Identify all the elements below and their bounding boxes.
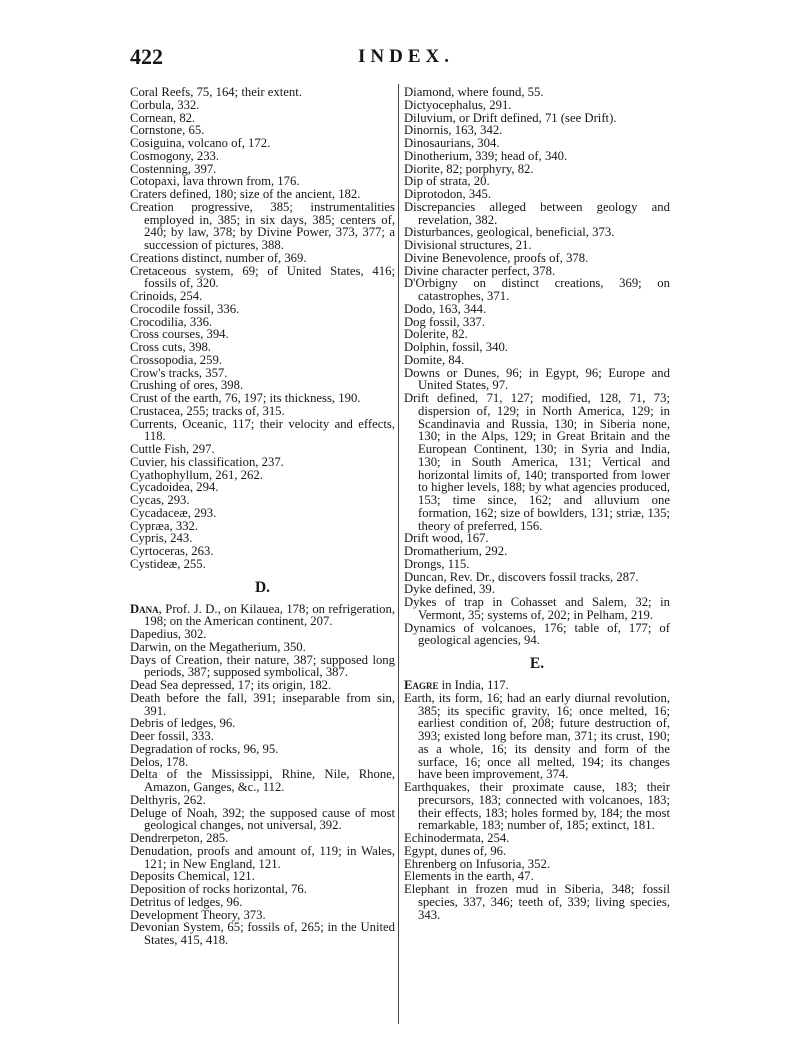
index-entry: Coral Reefs, 75, 164; their extent. bbox=[130, 85, 302, 99]
index-entry: Detritus of ledges, 96. bbox=[130, 894, 243, 909]
index-entry: Delthyris, 262. bbox=[130, 792, 206, 807]
index-entry: Drongs, 115. bbox=[404, 556, 470, 571]
index-entry: Days of Creation, their nature, 387; supposed long periods, 387; supposed symbolical, 387. bbox=[130, 652, 395, 680]
index-entry: Earthquakes, their proximate cause, 183; their precursors, 183; connected with volcanoes, 183; their effects, 183; holes formed by, 184; the most remarkable, 183; number of, 185; extinct, 181. bbox=[404, 780, 670, 833]
index-entry: Dapedius, 302. bbox=[130, 627, 207, 641]
index-entry: Divine Benevolence, proofs of, 378. bbox=[404, 250, 589, 265]
index-entry: Domite, 84. bbox=[404, 352, 465, 367]
index-column-left bbox=[130, 86, 395, 947]
index-entry: Deposits Chemical, 121. bbox=[130, 869, 255, 884]
index-entry: Cross cuts, 398. bbox=[130, 340, 212, 354]
index-entry: Dendrerpeton, 285. bbox=[130, 831, 229, 845]
index-entry: Diorite, 82; porphyry, 82. bbox=[404, 161, 534, 176]
index-entry: Currents, Oceanic, 117; their velocity and effects, 118. bbox=[130, 416, 395, 444]
index-entry: Degradation of rocks, 96, 95. bbox=[130, 741, 279, 756]
index-entry: Creation progressive, 385; instrumentalities employed in, 385; in six days, 385; centers of, 240; by law, 378; by Divine Power, 373, 377; a succession of pictures, 388. bbox=[130, 199, 395, 252]
index-entry: Delta of the Mississippi, Rhine, Nile, Rhone, Amazon, Ganges, &c., 112. bbox=[130, 767, 395, 794]
page-header bbox=[130, 44, 680, 74]
index-entry: Cycas, 293. bbox=[130, 493, 190, 507]
index-entry: Costenning, 397. bbox=[130, 161, 217, 176]
index-entry: Deposition of rocks horizontal, 76. bbox=[130, 882, 307, 896]
index-entry: Downs or Dunes, 96; in Egypt, 96; Europe and United States, 97. bbox=[404, 365, 670, 393]
index-entry: Cycadaceæ, 293. bbox=[130, 505, 217, 520]
column-divider bbox=[398, 84, 399, 1024]
index-entry: Cretaceous system, 69; of United States, 416; fossils of, 320. bbox=[130, 263, 395, 291]
index-entry: Cosmogony, 233. bbox=[130, 148, 220, 163]
index-entry: Cosiguina, volcano of, 172. bbox=[130, 136, 271, 150]
index-entry: Crocodilia, 336. bbox=[130, 314, 213, 329]
index-entry: Cyrtoceras, 263. bbox=[130, 544, 214, 558]
index-entry: Dodo, 163, 344. bbox=[404, 301, 487, 316]
index-entry: Drift wood, 167. bbox=[404, 531, 489, 546]
index-entry: Deer fossil, 333. bbox=[130, 729, 214, 743]
index-entry: Debris of ledges, 96. bbox=[130, 716, 236, 731]
index-entry: Diprotodon, 345. bbox=[404, 187, 492, 201]
index-entry: Crow's tracks, 357. bbox=[130, 365, 228, 380]
index-entry: Denudation, proofs and amount of, 119; in Wales, 121; in New England, 121. bbox=[130, 843, 395, 871]
entry-text: in India, 117. bbox=[438, 678, 509, 692]
index-entry: Dip of strata, 20. bbox=[404, 174, 490, 189]
index-entry: Ehrenberg on Infusoria, 352. bbox=[404, 856, 550, 871]
index-entry: Dinosaurians, 304. bbox=[404, 136, 500, 150]
index-entry: Craters defined, 180; size of the ancient, 182. bbox=[130, 187, 361, 201]
index-entry: Cuttle Fish, 297. bbox=[130, 442, 215, 456]
index-entry: Cycadoidea, 294. bbox=[130, 480, 219, 495]
index-entry: Disturbances, geological, beneficial, 373. bbox=[404, 225, 615, 240]
index-entry: Cotopaxi, lava thrown from, 176. bbox=[130, 174, 300, 189]
index-entry: Darwin, on the Megatherium, 350. bbox=[130, 639, 306, 654]
index-entry: Dromatherium, 292. bbox=[404, 544, 508, 558]
index-entry bbox=[404, 679, 670, 692]
section-letter: D. bbox=[254, 578, 271, 596]
index-entry: Diamond, where found, 55. bbox=[404, 85, 544, 99]
index-entry: Elephant in frozen mud in Siberia, 348; fossil species, 337, 346; teeth of, 339; living species, 343. bbox=[404, 882, 670, 922]
index-entry: Cyathophyllum, 261, 262. bbox=[130, 467, 263, 482]
index-entry bbox=[130, 603, 395, 629]
index-entry: Dyke defined, 39. bbox=[404, 582, 495, 597]
index-entry: Dead Sea depressed, 17; its origin, 182. bbox=[130, 678, 332, 692]
index-entry: Deluge of Noah, 392; the supposed cause of most geological changes, not universal, 392. bbox=[130, 805, 395, 833]
index-entry: Devonian System, 65; fossils of, 265; in the United States, 415, 418. bbox=[130, 920, 395, 947]
index-column-right bbox=[404, 86, 670, 921]
index-entry: Crust of the earth, 76, 197; its thickness, 190. bbox=[130, 391, 361, 405]
index-entry: Dykes of trap in Cohasset and Salem, 32; in Vermont, 35; systems of, 202; in Pelham, 219. bbox=[404, 595, 670, 622]
index-entry: Drift defined, 71, 127; modified, 128, 71, 73; dispersion of, 129; in North America, 129; in Scandinavia and Russia, 130; in Siberia none, 130; in the Alps, 129; in Great Britain and the European Continent, 130; in Syria and India, 130; in South America, 131; Vertical and horizontal limits of, 140; transported from lower to higher levels, 188; by what agencies produced, 153; time since, 162; and alluvium one formation, 162; size of bowlders, 131; striæ, 135; theory of preferred, 156. bbox=[404, 391, 670, 533]
index-entry: Dolphin, fossil, 340. bbox=[404, 340, 508, 354]
index-entry: Cornean, 82. bbox=[130, 110, 196, 125]
index-entry: Crustacea, 255; tracks of, 315. bbox=[130, 403, 285, 418]
entry-headword: Eagre bbox=[404, 678, 439, 692]
index-entry: Delos, 178. bbox=[130, 754, 189, 769]
index-entry: Cypris, 243. bbox=[130, 531, 193, 546]
index-entry: Discrepancies alleged between geology and revelation, 382. bbox=[404, 199, 670, 227]
index-entry: D'Orbigny on distinct creations, 369; on catastrophes, 371. bbox=[404, 276, 670, 303]
index-entry: Death before the fall, 391; inseparable from sin, 391. bbox=[130, 690, 395, 718]
index-entry: Echinodermata, 254. bbox=[404, 831, 510, 845]
index-entry: Diluvium, or Drift defined, 71 (see Drift). bbox=[404, 110, 617, 125]
index-entry: Egypt, dunes of, 96. bbox=[404, 843, 507, 858]
index-entry: Cornstone, 65. bbox=[130, 123, 205, 138]
section-letter: E. bbox=[529, 655, 545, 672]
index-entry: Creations distinct, number of, 369. bbox=[130, 250, 307, 265]
page-number: 422 bbox=[130, 44, 163, 69]
index-entry: Dinotherium, 339; head of, 340. bbox=[404, 148, 568, 163]
index-entry: Corbula, 332. bbox=[130, 97, 200, 112]
running-title: INDEX. bbox=[358, 46, 454, 67]
index-entry: Earth, its form, 16; had an early diurnal revolution, 385; its specific gravity, 16; once melted, 16; earliest condition of, 208; future destruction of, 393; existed long before man, 371; its crust, 190; as a whole, 16; its density and form of the surface, 16; once all melted, 194; its changes have been improvement, 374. bbox=[404, 690, 670, 782]
index-entry: Crocodile fossil, 336. bbox=[130, 301, 240, 316]
index-entry: Crinoids, 254. bbox=[130, 289, 203, 303]
index-entry: Divisional structures, 21. bbox=[404, 238, 532, 252]
index-entry: Crushing of ores, 398. bbox=[130, 378, 244, 393]
index-entry: Cypræa, 332. bbox=[130, 518, 199, 533]
index-entry: Dinornis, 163, 342. bbox=[404, 123, 503, 138]
index-entry: Duncan, Rev. Dr., discovers fossil tracks, 287. bbox=[404, 569, 639, 584]
index-entry: Development Theory, 373. bbox=[130, 907, 266, 922]
index-entry: Dynamics of volcanoes, 176; table of, 177; of geological agencies, 94. bbox=[404, 620, 670, 648]
index-entry: Dictyocephalus, 291. bbox=[404, 97, 512, 112]
index-entry: Dog fossil, 337. bbox=[404, 314, 486, 329]
index-entry: Dolerite, 82. bbox=[404, 327, 468, 342]
index-entry: Cuvier, his classification, 237. bbox=[130, 454, 284, 469]
index-entry: Crossopodia, 259. bbox=[130, 352, 222, 367]
index-entry: Cystideæ, 255. bbox=[130, 556, 206, 571]
index-entry: Cross courses, 394. bbox=[130, 327, 229, 342]
entry-text: , Prof. J. D., on Kilauea, 178; on refrigeration, 198; on the American continent, 207. bbox=[144, 601, 395, 629]
entry-headword: Dana bbox=[130, 601, 159, 616]
index-entry: Elements in the earth, 47. bbox=[404, 869, 534, 884]
index-entry: Divine character perfect, 378. bbox=[404, 263, 556, 278]
